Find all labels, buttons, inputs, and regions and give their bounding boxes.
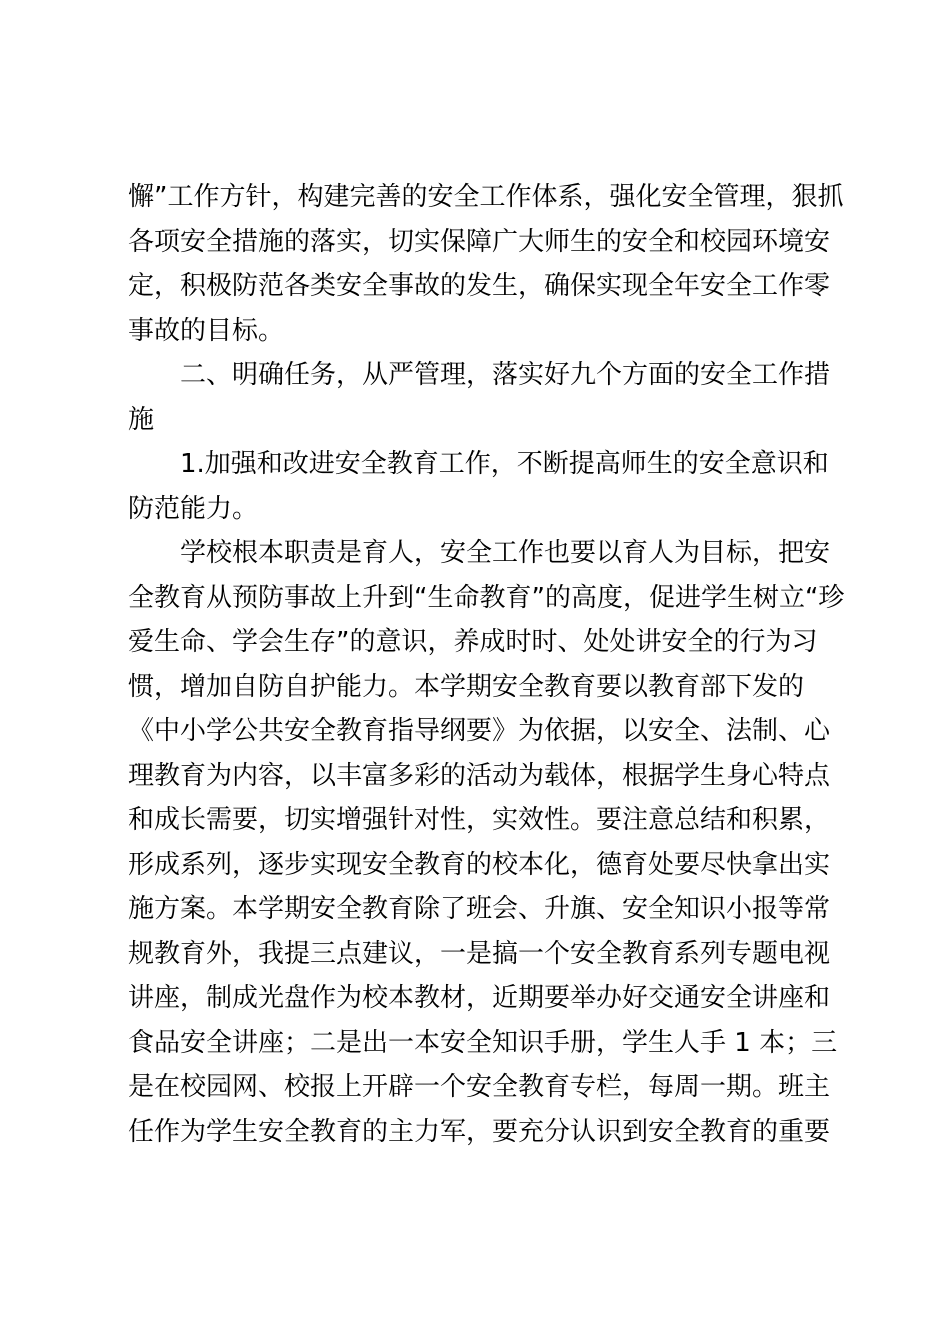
text-line: 事故的目标。 <box>128 315 285 346</box>
section-heading: 二、明确任务，从严管理，落实好九个方面的安全工作措 <box>180 360 831 390</box>
text-line: 懈”工作方针，构建完善的安全工作体系，强化安全管理，狠抓 <box>128 182 844 212</box>
text-line: 食品安全讲座；二是出一本安全知识手册，学生人手 1 本；三 <box>128 1027 838 1058</box>
text-line: 惯，增加自防自护能力。本学期安全教育要以教育部下发的 <box>128 671 805 702</box>
text-line: 理教育为内容，以丰富多彩的活动为载体，根据学生身心特点 <box>128 760 831 791</box>
text-line: 规教育外，我提三点建议，一是搞一个安全教育系列专题电视 <box>128 938 831 969</box>
paragraph-start: 学校根本职责是育人，安全工作也要以育人为目标，把安 <box>180 538 831 568</box>
section-heading-continued: 施 <box>128 404 155 435</box>
subsection-heading-continued: 防范能力。 <box>128 493 259 524</box>
text-line: 各项安全措施的落实，切实保障广大师生的安全和校园环境安 <box>128 226 831 257</box>
text-line: 任作为学生安全教育的主力军，要充分认识到安全教育的重要 <box>128 1116 831 1147</box>
text-line: 讲座，制成光盘作为校本教材，近期要举办好交通安全讲座和 <box>128 983 831 1013</box>
document-body <box>128 175 845 1154</box>
text-line: 形成系列，逐步实现安全教育的校本化，德育处要尽快拿出实 <box>128 849 831 880</box>
text-line: 爱生命、学会生存”的意识，养成时时、处处讲安全的行为习 <box>128 627 818 657</box>
text-line: 定，积极防范各类安全事故的发生，确保实现全年安全工作零 <box>128 271 831 301</box>
text-line: 是在校园网、校报上开辟一个安全教育专栏，每周一期。班主 <box>128 1072 831 1102</box>
text-line: 全教育从预防事故上升到“生命教育”的高度，促进学生树立“珍 <box>128 582 845 613</box>
text-line: 《中小学公共安全教育指导纲要》为依据，以安全、法制、心 <box>128 716 831 746</box>
text-line: 施方案。本学期安全教育除了班会、升旗、安全知识小报等常 <box>128 894 831 924</box>
text-line: 和成长需要，切实增强针对性，实效性。要注意总结和积累， <box>128 805 831 835</box>
subsection-heading: 1.加强和改进安全教育工作，不断提高师生的安全意识和 <box>180 449 829 479</box>
